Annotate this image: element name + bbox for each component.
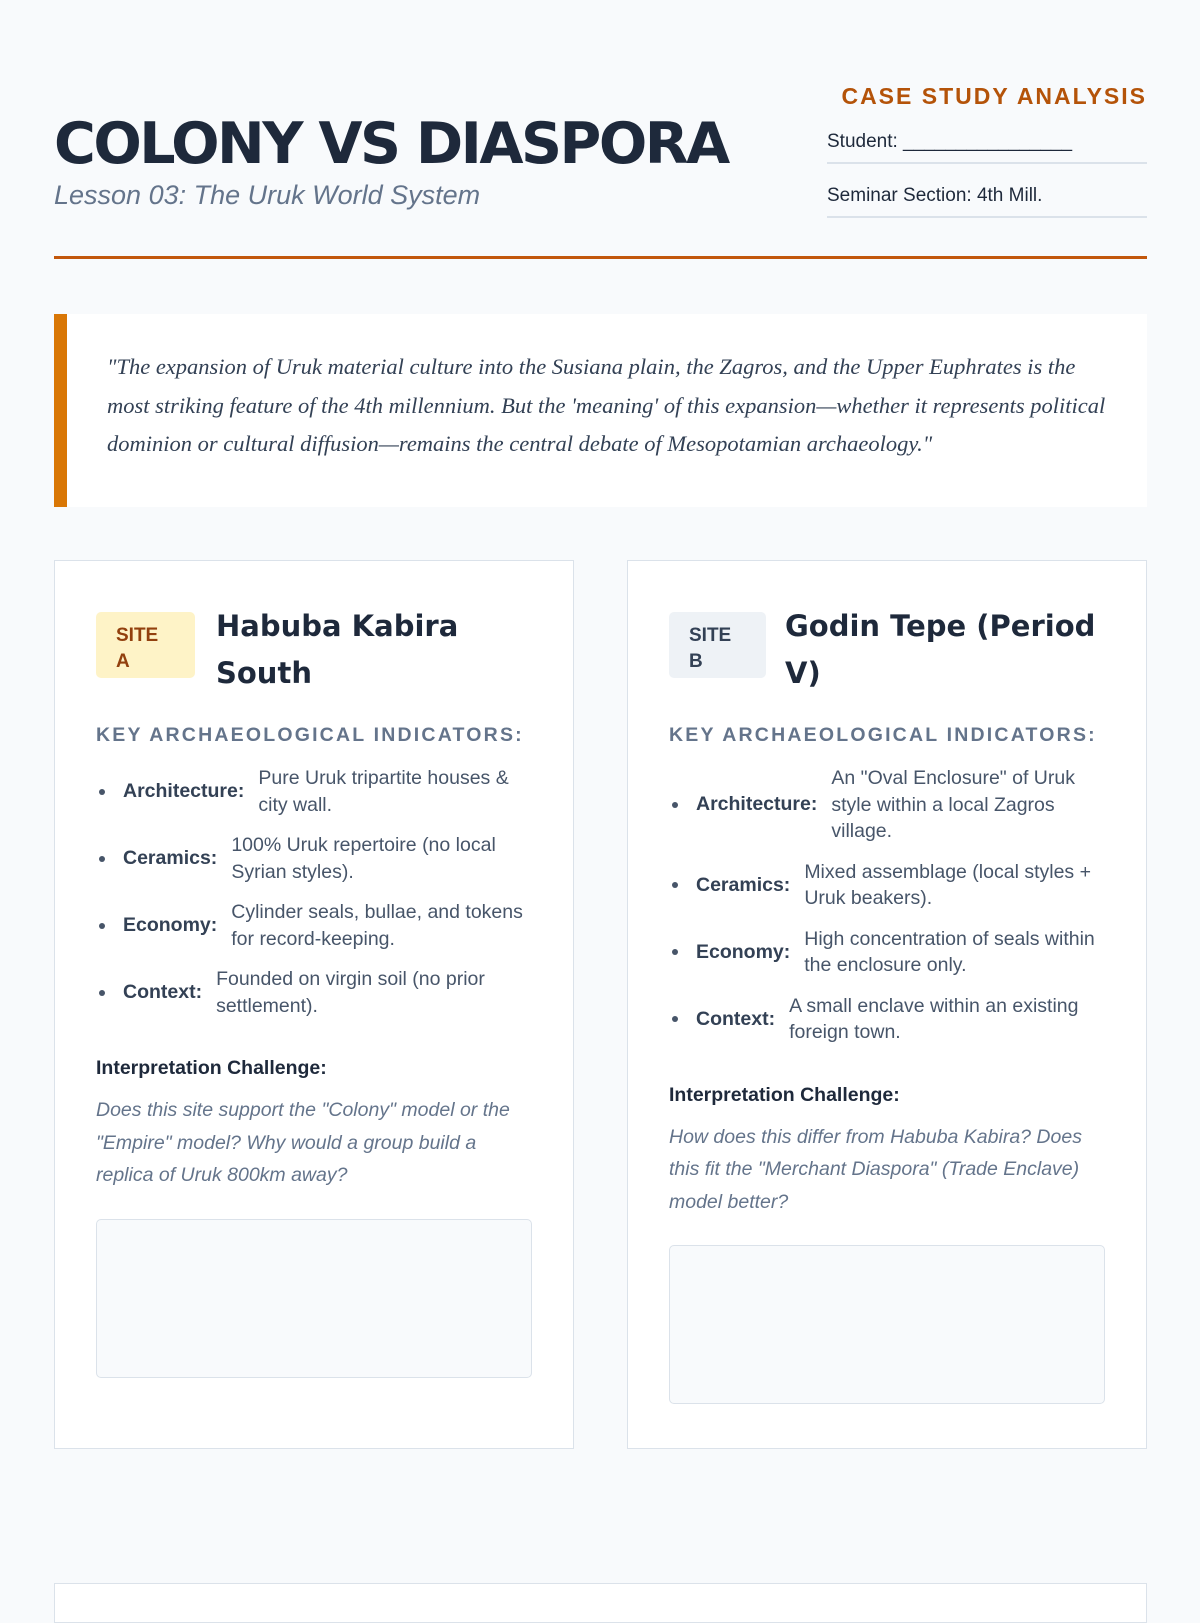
indicator-label: Ceramics: [696,873,791,896]
indicator-list [669,765,1105,1046]
site-badge-word: SITE [116,625,159,646]
indicator-item [669,993,1105,1046]
indicator-text: Cylinder seals, bullae, and tokens for record-keeping. [231,901,523,950]
header-divider [54,256,1147,259]
case-study-meta [827,80,1147,218]
bullet-icon [672,1016,678,1022]
intro-quote: "The expansion of Uruk material culture into the Susiana plain, the Zagros, and the Upper Euphrates is the most striking feature of the 4th millennium. But the 'meaning' of this expansion—whether it represents political dominion or cultural diffusion—remains the central debate of Mesopotamian archaeology." [54,314,1147,507]
indicator-item [96,966,532,1019]
indicator-label: Context: [123,981,203,1003]
indicator-text: An "Oval Enclosure" of Uruk style within a local Zagros village. [831,767,1075,842]
bullet-icon [99,856,105,862]
indicator-text: High concentration of seals within the enclosure only. [804,927,1095,976]
indicators-heading: KEY ARCHAEOLOGICAL INDICATORS: [96,724,524,746]
site-name: Godin Tepe (Period V) [785,609,1096,690]
indicator-label: Context: [696,1007,776,1030]
indicator-text: Pure Uruk tripartite houses & city wall. [258,767,509,816]
student-name-field[interactable]: Student: ________________ [827,124,1147,164]
bullet-icon [672,802,678,808]
indicator-label: Architecture: [123,780,245,802]
site-badge-letter: B [689,651,703,672]
indicator-item [669,765,1105,845]
site-badge [669,612,766,678]
indicator-item [669,859,1105,912]
site-badge [96,612,195,678]
bullet-icon [672,882,678,888]
next-section-panel [54,1583,1147,1623]
indicator-text: Founded on virgin soil (no prior settlement). [216,968,485,1017]
bullet-icon [99,990,105,996]
site-name: Habuba Kabira South [216,609,459,690]
challenge-heading: Interpretation Challenge: [96,1057,327,1079]
bullet-icon [99,789,105,795]
indicator-text: Mixed assemblage (local styles + Uruk beakers). [804,860,1091,909]
case-study-heading: CASE STUDY ANALYSIS [841,83,1147,109]
indicator-item [96,832,532,885]
indicator-text: 100% Uruk repertoire (no local Syrian styles). [231,834,496,883]
page-title: COLONY VS DIASPORA [54,111,728,177]
site-card-a [54,560,574,1449]
worksheet-header [54,0,1147,260]
answer-box[interactable] [96,1219,532,1378]
indicators-heading: KEY ARCHAEOLOGICAL INDICATORS: [669,724,1097,746]
answer-box[interactable] [669,1245,1105,1404]
challenge-question: Does this site support the "Colony" model or the "Empire" model? Why would a group build a replica of Uruk 800km away? [96,1099,510,1186]
indicator-label: Ceramics: [123,847,218,869]
bullet-icon [672,949,678,955]
site-card-header [96,603,532,697]
indicator-item [669,926,1105,979]
challenge-question: How does this differ from Habuba Kabira? Does this fit the "Merchant Diaspora" (Trade Enclave) model better? [669,1125,1082,1213]
site-badge-word: SITE [689,625,732,646]
site-card-b [627,560,1147,1449]
seminar-section-field: Seminar Section: 4th Mill. [827,178,1147,218]
lesson-subtitle: Lesson 03: The Uruk World System [54,180,481,210]
site-badge-letter: A [116,651,130,672]
indicator-list [96,765,532,1019]
challenge-heading: Interpretation Challenge: [669,1083,900,1106]
indicator-item [96,765,532,818]
indicator-label: Economy: [696,940,791,963]
indicator-label: Architecture: [696,793,818,816]
bullet-icon [99,923,105,929]
indicator-text: A small enclave within an existing foreign town. [789,994,1079,1043]
indicator-label: Economy: [123,914,218,936]
indicator-item [96,899,532,952]
site-card-header [669,603,1105,697]
worksheet-page [54,0,1147,1213]
